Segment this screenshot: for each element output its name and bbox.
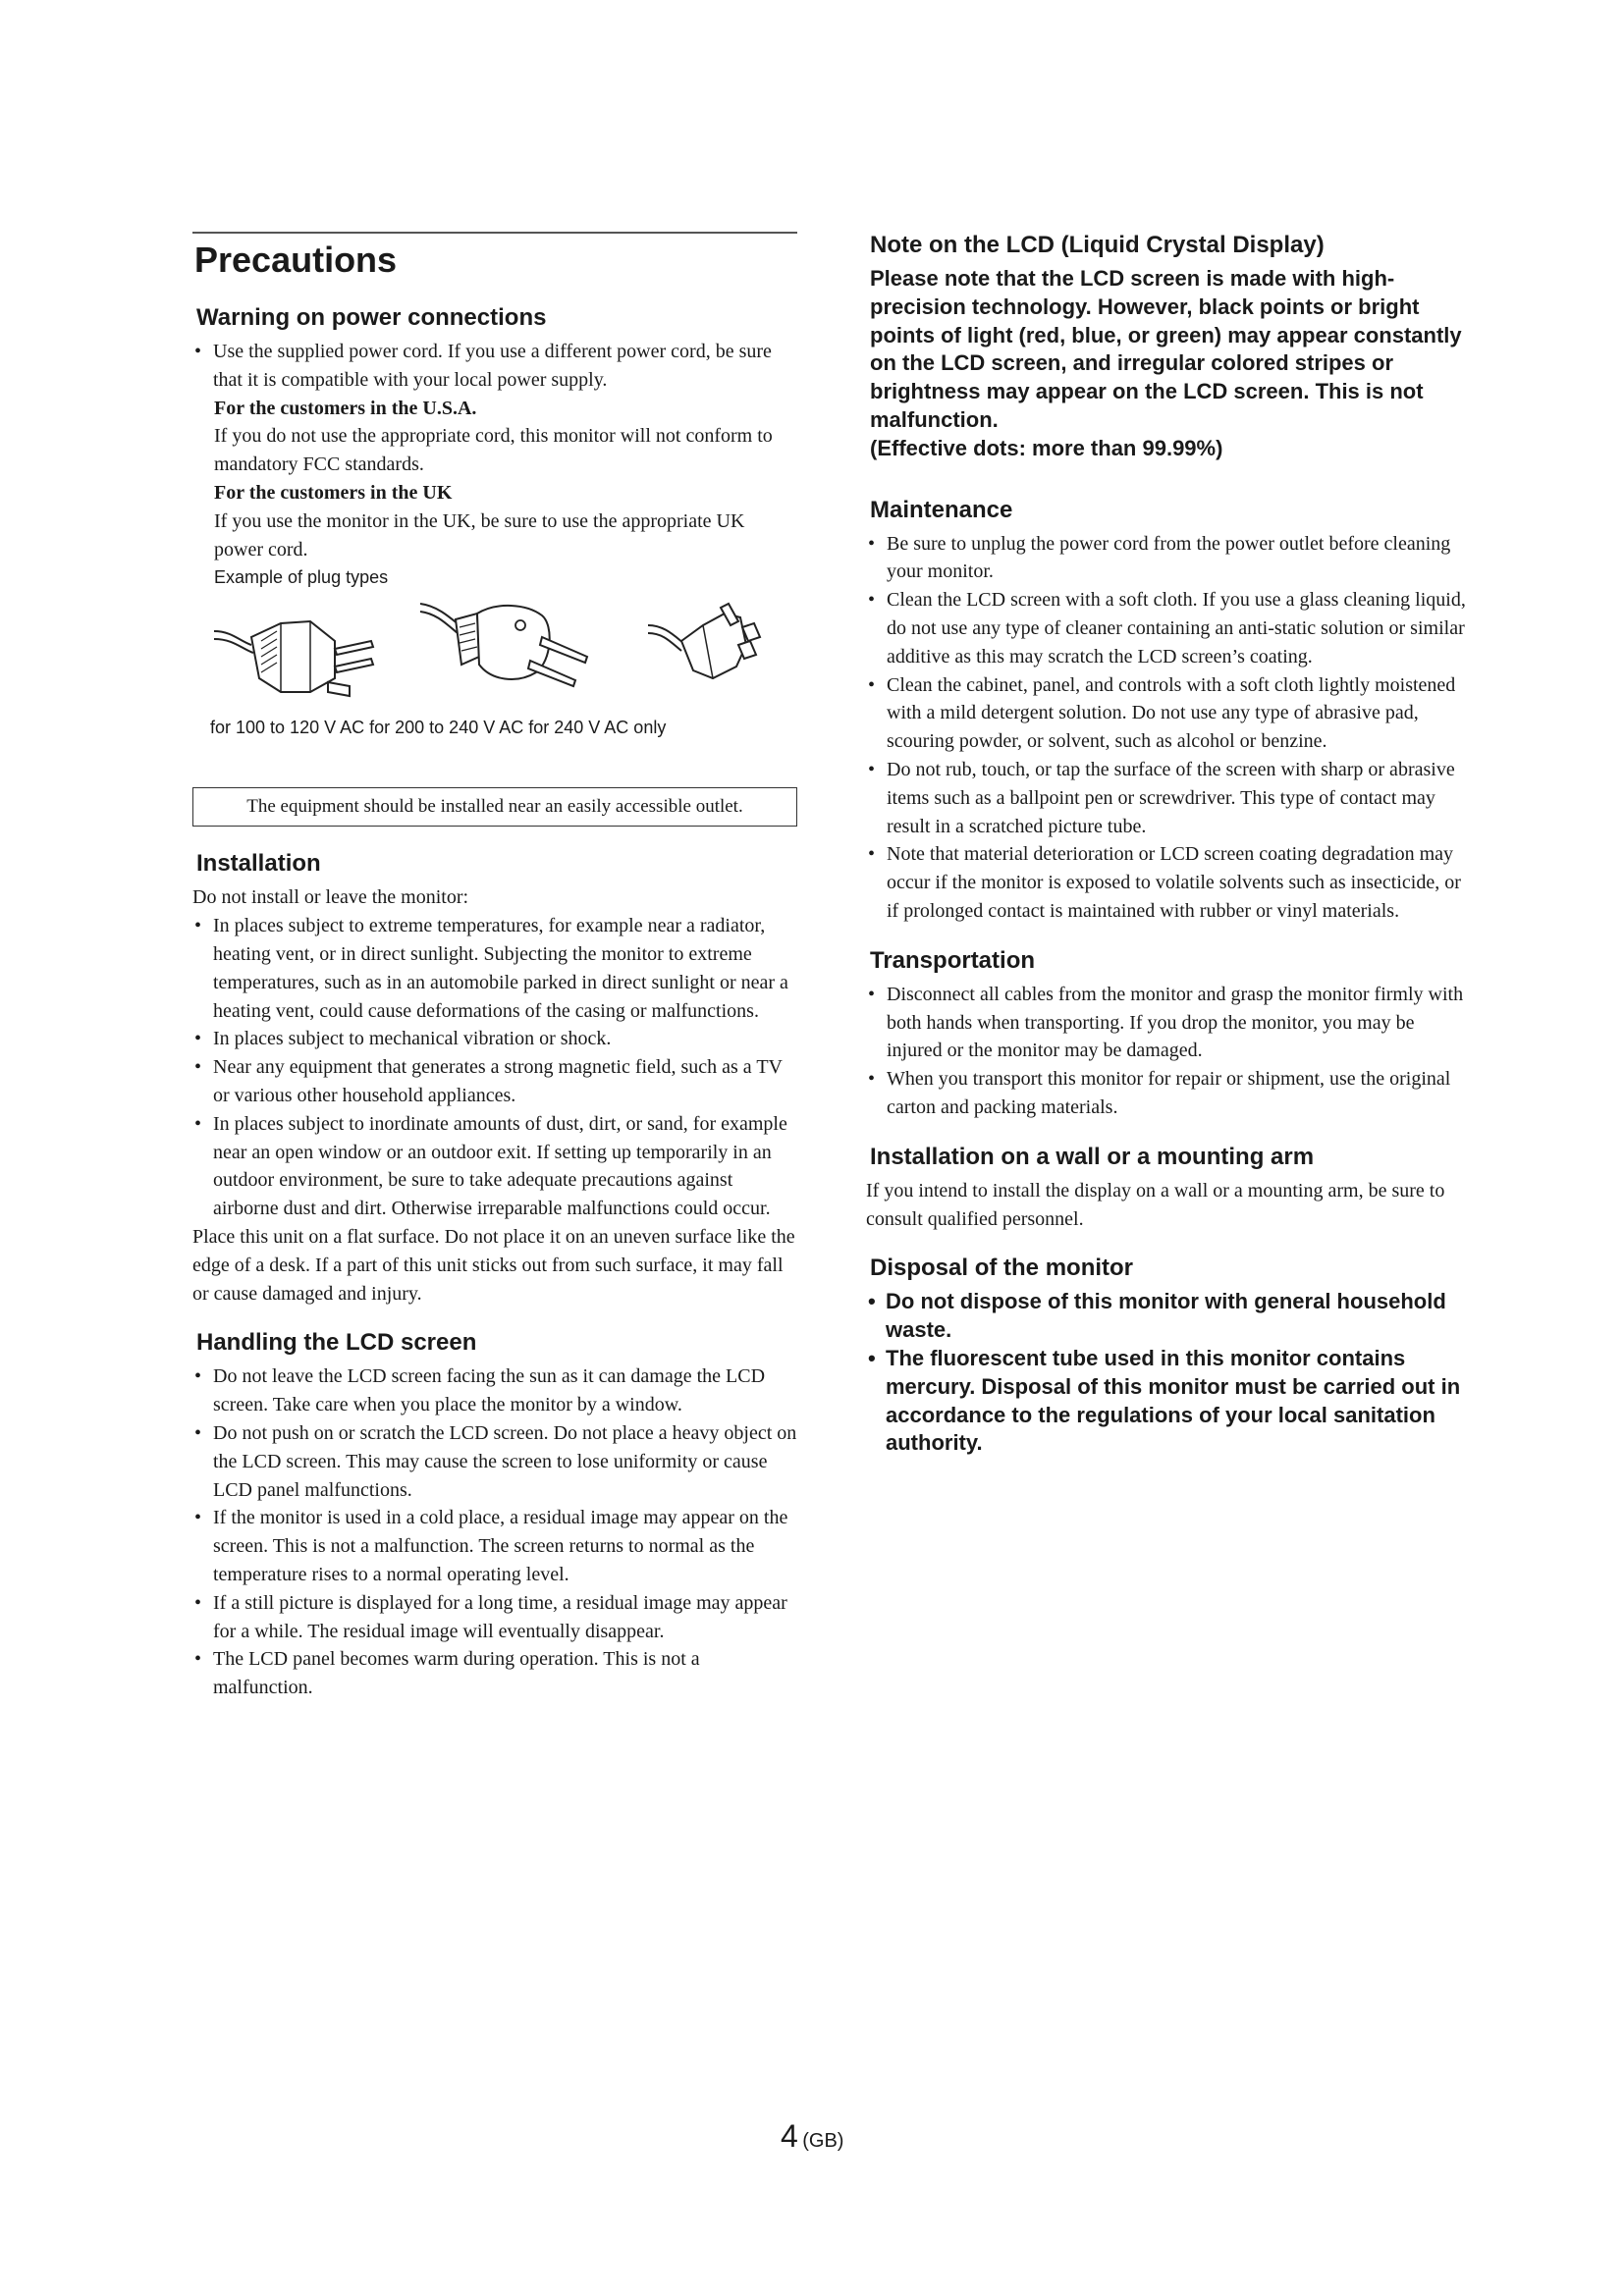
list-item: • Do not dispose of this monitor with general household waste. (866, 1288, 1475, 1345)
installation-heading: Installation (196, 850, 321, 878)
uk-heading: For the customers in the UK (214, 481, 453, 504)
list-item: • When you transport this monitor for repair or shipment, use the original carton and packing materials. (866, 1065, 1475, 1122)
plug-type-labels (210, 718, 797, 738)
lcd-note-section (866, 232, 1475, 463)
list-item: • Note that material deterioration or LCD screen coating degradation may occur if the monitor is exposed to volatile solvents such as insecticide, or if prolonged contact is maintained with rubber or vinyl materials. (866, 840, 1475, 925)
handling-list (192, 1362, 797, 1702)
list-item: • In places subject to mechanical vibration or shock. (192, 1025, 797, 1053)
maintenance-heading: Maintenance (870, 496, 1013, 523)
page-region: (GB) (802, 2130, 844, 2152)
installation-list (192, 912, 797, 1223)
plug-label-eu: for 200 to 240 V AC (369, 718, 524, 738)
uk-text: If you use the monitor in the UK, be sure to use the appropriate UK power cord. (214, 509, 745, 561)
lcd-note-text (870, 265, 1475, 463)
power-list (192, 338, 797, 395)
title-rule (192, 232, 797, 234)
power-heading: Warning on power connections (196, 304, 547, 331)
list-item: • Do not push on or scratch the LCD screen. Do not place a heavy object on the LCD screen. This may cause the screen to lose uniformity or cause LCD panel malfunctions. (192, 1419, 797, 1504)
plug-illustrations (192, 596, 797, 710)
installation-section (192, 850, 797, 1308)
list-item: • Clean the LCD screen with a soft cloth. If you use a glass cleaning liquid, do not use any type of cleaner containing an anti-static solution or similar additive as this may scratch the LCD screen’s coating. (866, 586, 1475, 670)
list-item: • Near any equipment that generates a strong magnetic field, such as a TV or various other household appliances. (192, 1053, 797, 1110)
plug-label-us: for 100 to 120 V AC (210, 718, 365, 738)
disposal-section (866, 1255, 1475, 1458)
transportation-heading: Transportation (870, 946, 1036, 974)
list-item: • Do not rub, touch, or tap the surface of the screen with sharp or abrasive items such as a ballpoint pen or screwdriver. This type of contact may result in a scratched picture tube. (866, 756, 1475, 840)
handling-heading: Handling the LCD screen (196, 1329, 477, 1357)
list-item: • Disconnect all cables from the monitor and grasp the monitor firmly with both hands when transporting. If you drop the monitor, you may be injured or the monitor may be damaged. (866, 981, 1475, 1065)
maintenance-section (866, 497, 1475, 926)
page-number-value: 4 (781, 2118, 798, 2154)
installation-intro: Do not install or leave the monitor: (192, 886, 469, 909)
installation-outro: Place this unit on a flat surface. Do not place it on an uneven surface like the edge of a desk. If a part of this unit sticks out from such surface, it may fall or cause damaged and injury. (192, 1225, 795, 1305)
transportation-section (866, 947, 1475, 1122)
wall-mount-text: If you intend to install the display on a wall or a mounting arm, be sure to consult qualified personnel. (866, 1179, 1445, 1230)
page-number (781, 2118, 843, 2155)
eu-plug-icon (418, 596, 624, 694)
wall-mount-section (866, 1144, 1475, 1234)
transportation-list (866, 981, 1475, 1122)
lcd-note-heading: Note on the LCD (Liquid Crystal Display) (870, 232, 1325, 258)
outlet-note-box: The equipment should be installed near an easily accessible outlet. (192, 787, 797, 827)
power-section (192, 304, 797, 827)
us-plug-icon (212, 602, 399, 700)
usa-text: If you do not use the appropriate cord, this monitor will not conform to mandatory FCC standards. (214, 425, 773, 476)
plug-label-uk: for 240 V AC only (528, 718, 667, 738)
maintenance-list (866, 530, 1475, 926)
uk-plug-icon (644, 596, 782, 694)
left-column (192, 232, 797, 1724)
page-title: Precautions (194, 240, 398, 280)
wall-mount-heading: Installation on a wall or a mounting arm (870, 1143, 1315, 1170)
list-item: • Be sure to unplug the power cord from the power outlet before cleaning your monitor. (866, 530, 1475, 587)
lcd-note-body: Please note that the LCD screen is made with high-precision technology. However, black points or bright points of light (red, blue, or green) may appear constantly on the LCD screen, and irregular colored stripes or brightness may appear on the LCD screen. This is not malfunction. (870, 266, 1462, 432)
list-item: • If the monitor is used in a cold place, a residual image may appear on the screen. This is not a malfunction. The screen returns to normal as the temperature rises to a normal operating level. (192, 1504, 797, 1588)
list-item: • The fluorescent tube used in this monitor contains mercury. Disposal of this monitor must be carried out in accordance to the regulations of your local sanitation authority. (866, 1345, 1475, 1458)
right-column (866, 232, 1475, 1479)
list-item: • Use the supplied power cord. If you use a different power cord, be sure that it is compatible with your local power supply. (192, 338, 797, 395)
list-item: • Clean the cabinet, panel, and controls with a soft cloth lightly moistened with a mild detergent solution. Do not use any type of abrasive pad, scouring powder, or solvent, such as alcohol or benzine. (866, 671, 1475, 756)
handling-section (192, 1329, 797, 1702)
list-item: • Do not leave the LCD screen facing the sun as it can damage the LCD screen. Take care when you place the monitor by a window. (192, 1362, 797, 1419)
plug-caption: Example of plug types (214, 567, 389, 588)
list-item: • The LCD panel becomes warm during operation. This is not a malfunction. (192, 1645, 797, 1702)
list-item: • In places subject to extreme temperatures, for example near a radiator, heating vent, or in direct sunlight. Subjecting the monitor to extreme temperatures, such as in an automobile parked in direct sunlight or near a heating vent, could cause deformations of the casing or malfunctions. (192, 912, 797, 1025)
disposal-list (866, 1288, 1475, 1458)
usa-heading: For the customers in the U.S.A. (214, 397, 477, 419)
list-item: • If a still picture is displayed for a long time, a residual image may appear for a while. The residual image will eventually disappear. (192, 1589, 797, 1646)
disposal-heading: Disposal of the monitor (870, 1255, 1134, 1282)
list-item: • In places subject to inordinate amounts of dust, dirt, or sand, for example near an open window or an outdoor exit. If setting up temporarily in an outdoor environment, be sure to take adequate precautions against airborne dust and dirt. Otherwise irreparable malfunctions could occur. (192, 1110, 797, 1223)
lcd-note-dots: (Effective dots: more than 99.99%) (870, 435, 1223, 460)
